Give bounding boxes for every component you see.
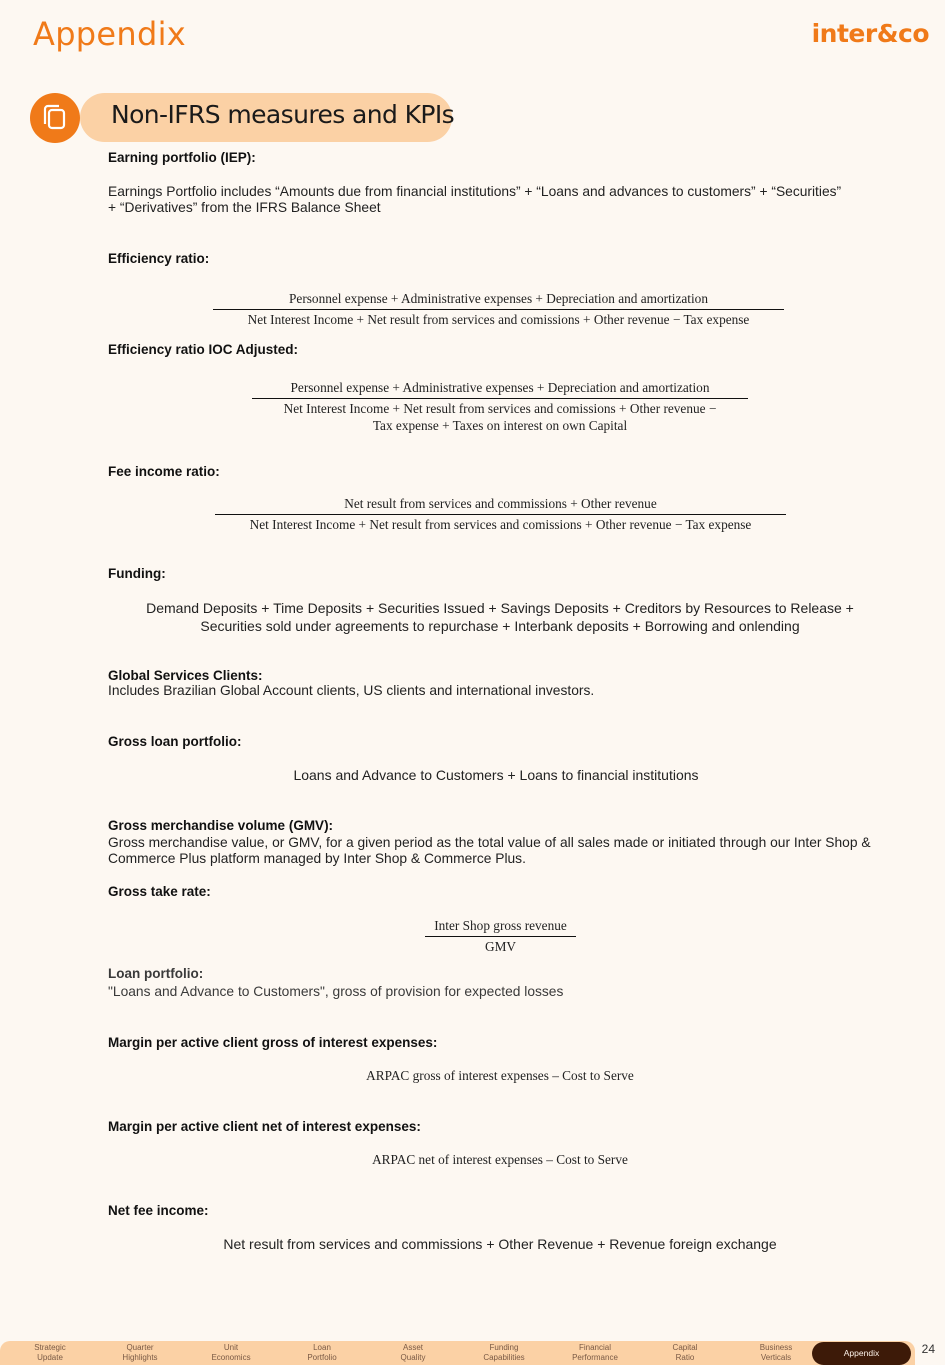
formula-numerator: Net result from services and commissions + Other revenue [215,496,786,515]
page-number: 24 [921,1342,935,1356]
formula-gross-take-rate [425,918,576,955]
nav-appendix-active[interactable]: Appendix [812,1342,911,1365]
heading-margin-net: Margin per active client net of interest expenses: [108,1119,421,1134]
formula-funding-line1: Demand Deposits + Time Deposits + Securities Issued + Savings Deposits + Creditors by Resources to Release + [146,600,854,616]
text-earning-portfolio: Earnings Portfolio includes “Amounts due from financial institutions” + “Loans and advances to customers” + “Securities” + “Derivatives” from the IFRS Balance Sheet [108,184,842,215]
formula-denominator-line2: Tax expense + Taxes on interest on own Capital [372,418,628,433]
heading-margin-gross: Margin per active client gross of interest expenses: [108,1035,438,1050]
copy-pages-icon [30,93,80,143]
heading-fee-income-ratio: Fee income ratio: [108,464,220,479]
nav-funding-capabilities[interactable]: Funding Capabilities [483,1343,525,1362]
text-gmv: Gross merchandise value, or GMV, for a given period as the total value of all sales made or initiated through our Inter Shop & Commerce Plus platform managed by Inter Shop & Commerce Plus. [108,835,871,866]
text-loan-portfolio: "Loans and Advance to Customers", gross of provision for expected losses [108,984,564,999]
heading-efficiency-ratio-ioc: Efficiency ratio IOC Adjusted: [108,342,299,357]
heading-gross-take-rate: Gross take rate: [108,884,211,899]
heading-global-services-clients: Global Services Clients: [108,668,263,683]
nav-loan-portfolio[interactable]: Loan Portfolio [307,1343,337,1362]
formula-funding-line2: Securities sold under agreements to repurchase + Interbank deposits + Borrowing and onlending [200,618,800,634]
brand-logo: inter&co [811,19,929,48]
heading-gmv: Gross merchandise volume (GMV): [108,818,334,833]
heading-earning-portfolio: Earning portfolio (IEP): [108,150,256,165]
heading-gross-loan-portfolio: Gross loan portfolio: [108,734,242,749]
formula-efficiency-ratio [213,291,784,328]
nav-quarter-highlights[interactable]: Quarter Highlights [122,1343,158,1362]
formula-margin-gross: ARPAC gross of interest expenses – Cost to Serve [366,1068,634,1083]
nav-asset-quality[interactable]: Asset Quality [400,1343,426,1362]
formula-funding [100,599,900,635]
formula-efficiency-ratio-ioc [252,380,748,434]
formula-fee-income-ratio [215,496,786,533]
formula-numerator: Inter Shop gross revenue [425,918,576,937]
heading-net-fee-income: Net fee income: [108,1203,209,1218]
section-title: Non-IFRS measures and KPIs [111,100,455,129]
formula-gross-loan-portfolio: Loans and Advance to Customers + Loans to financial institutions [293,767,699,783]
formula-denominator: Net Interest Income + Net result from services and comissions + Other revenue − Tax expense [249,517,752,532]
heading-efficiency-ratio: Efficiency ratio: [108,251,210,266]
formula-net-fee-income: Net result from services and commissions + Other Revenue + Revenue foreign exchange [223,1236,777,1252]
nav-financial-performance[interactable]: Financial Performance [572,1343,618,1362]
formula-denominator-line1: Net Interest Income + Net result from services and comissions + Other revenue − [283,401,717,416]
nav-unit-economics[interactable]: Unit Economics [211,1343,251,1362]
heading-loan-portfolio: Loan portfolio: [108,966,204,981]
nav-strategic-update[interactable]: Strategic Update [34,1343,66,1362]
page-title: Appendix [33,15,187,53]
formula-denominator: GMV [484,939,517,954]
text-global-services-clients: Includes Brazilian Global Account clients, US clients and international investors. [108,683,595,698]
formula-denominator: Net Interest Income + Net result from services and comissions + Other revenue − Tax expense [247,312,750,327]
formula-margin-net: ARPAC net of interest expenses – Cost to Serve [372,1152,628,1167]
formula-numerator: Personnel expense + Administrative expenses + Depreciation and amortization [252,380,748,399]
nav-capital-ratio[interactable]: Capital Ratio [672,1343,698,1362]
formula-numerator: Personnel expense + Administrative expenses + Depreciation and amortization [213,291,784,310]
nav-business-verticals[interactable]: Business Verticals [759,1343,793,1362]
heading-funding: Funding: [108,566,166,581]
